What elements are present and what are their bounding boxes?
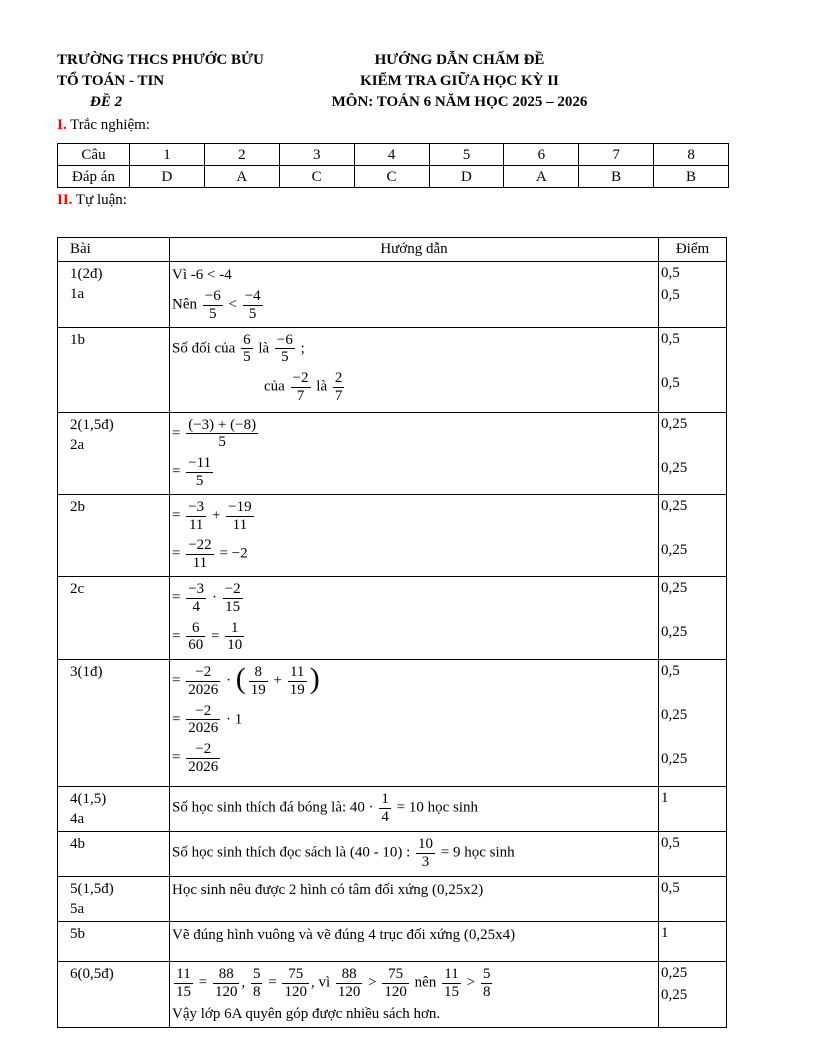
exercise-label: 4b (70, 835, 85, 852)
score-value (661, 518, 724, 540)
exam-code: ĐỀ 2 (90, 94, 123, 110)
mc-answer-table (57, 143, 729, 188)
cell-diem (659, 262, 727, 328)
score-value: 0,5 (661, 834, 680, 851)
cell-huongdan (170, 961, 659, 1027)
score-value: 0,5 (661, 330, 680, 347)
fraction-numerator: (−3) + (−8) (188, 416, 257, 433)
doc-header (57, 50, 736, 113)
cell-bai (58, 961, 170, 1027)
fraction (382, 966, 409, 1001)
section-2-title: Tự luận: (75, 192, 127, 208)
solution-text: Vậy lớp 6A quyên góp được nhiều sách hơn. (172, 1005, 441, 1022)
solution-text: = (172, 628, 185, 645)
solution-line (172, 619, 656, 656)
cell-diem (659, 921, 727, 961)
mc-answer-cell: C (279, 166, 354, 188)
fraction-numerator: 88 (336, 966, 363, 984)
mc-answer-row (58, 166, 729, 188)
fraction (186, 537, 213, 572)
exercise-label: 1b (70, 331, 85, 348)
section-1-numeral: I. (57, 117, 67, 133)
cell-bai (58, 576, 170, 659)
cell-bai (58, 876, 170, 921)
col-header-bai: Bài (58, 238, 170, 262)
solution-text: = (172, 711, 185, 728)
fraction-numerator: −3 (188, 498, 205, 515)
solution-text: = (172, 425, 185, 442)
fraction (223, 581, 243, 616)
solution-line (172, 740, 656, 777)
cell-huongdan (170, 786, 659, 831)
fraction (225, 620, 244, 655)
fraction-denominator: 60 (188, 637, 204, 654)
mc-question-cell: 6 (504, 144, 579, 166)
essay-header-row (58, 238, 727, 262)
fraction-denominator: 4 (192, 598, 200, 615)
exercise-label: 5b (70, 925, 85, 942)
solution-text: Số đối của (172, 340, 240, 357)
cell-diem (659, 327, 727, 412)
col-header-diem: Điểm (659, 238, 727, 262)
score-value: 0,5 (661, 265, 680, 281)
solution-text: Vì -6 < -4 (172, 267, 232, 283)
solution-text: Số học sinh thích đọc sách là (40 - 10) : (172, 844, 415, 861)
table-row (58, 412, 727, 494)
solution-text: < (224, 296, 241, 313)
score-value: 0,25 (661, 541, 688, 558)
fraction (333, 370, 345, 405)
solution-line (172, 331, 656, 368)
solution-line (172, 790, 656, 827)
fraction-numerator: −11 (188, 455, 212, 472)
exercise-label: 3(1đ) (70, 663, 103, 680)
exercise-label: 1(2đ) (70, 266, 103, 282)
mc-question-cell: 7 (579, 144, 654, 166)
score-value: 0,25 (661, 750, 688, 767)
fraction (226, 499, 253, 534)
fraction-numerator: 75 (382, 966, 409, 984)
fraction-numerator: 11 (442, 966, 461, 984)
mc-question-cell: 3 (279, 144, 354, 166)
fraction-numerator: 88 (213, 966, 240, 984)
cell-huongdan (170, 412, 659, 494)
exam-name: KIỂM TRA GIỮA HỌC KỲ II (360, 73, 559, 89)
fraction (203, 288, 223, 323)
score-value: 0,5 (661, 662, 680, 679)
subject-year: MÔN: TOÁN 6 NĂM HỌC 2025 – 2026 (331, 94, 588, 110)
solution-text: + (208, 507, 225, 524)
solution-line: = $\frac{-2}{2026}$ · ( $\frac{8}{19}$ + $\frac{11}{19}$ ) (172, 662, 320, 698)
cell-diem (659, 576, 727, 659)
fraction-denominator: 5 (243, 349, 251, 366)
fraction (243, 288, 263, 323)
fraction (379, 791, 391, 826)
fraction-denominator: 3 (421, 853, 430, 870)
cell-bai (58, 659, 170, 786)
score-value: 0,25 (661, 579, 688, 596)
cell-bai (58, 786, 170, 831)
score-value: 0,5 (661, 374, 680, 391)
mc-answer-cell: B (579, 166, 654, 188)
solution-line (172, 925, 656, 945)
solution-text: Số học sinh thích đá bóng là: 40 · (172, 799, 378, 816)
solution-text: > (463, 974, 479, 991)
essay-table (57, 237, 727, 1028)
mc-answer-cell: D (130, 166, 205, 188)
score-value: 1 (661, 789, 669, 806)
section-2-heading (57, 190, 736, 211)
table-row (58, 921, 727, 961)
fraction-denominator: 2026 (188, 758, 219, 775)
header-right-block (302, 50, 617, 113)
fraction-numerator: −4 (244, 288, 261, 304)
cell-bai (58, 921, 170, 961)
mc-answer-cell: A (204, 166, 279, 188)
cell-huongdan (170, 262, 659, 328)
score-value: 0,25 (661, 623, 688, 640)
fraction (186, 703, 220, 738)
fraction (291, 370, 311, 405)
solution-line (172, 835, 656, 872)
fraction-denominator: 5 (218, 434, 226, 451)
cell-diem (659, 876, 727, 921)
solution-text: = (172, 546, 185, 563)
cell-huongdan (170, 876, 659, 921)
fraction (241, 332, 253, 367)
fraction-numerator: 75 (282, 966, 309, 984)
fraction-numerator: 6 (186, 620, 205, 638)
exercise-label: 2a (70, 436, 85, 453)
fraction-numerator: 11 (288, 664, 307, 682)
fraction-denominator: 5 (208, 305, 217, 322)
cell-huongdan (170, 576, 659, 659)
solution-text: = (172, 507, 185, 524)
score-value: 1 (661, 924, 669, 941)
essay-table-body (58, 262, 727, 1028)
solution-text: Nên (172, 296, 201, 313)
fraction (174, 966, 193, 1001)
fraction-denominator: 5 (248, 305, 257, 322)
fraction-numerator: 1 (225, 620, 244, 638)
fraction (251, 966, 263, 1001)
cell-huongdan (170, 659, 659, 786)
solution-text: Học sinh nêu được 2 hình có tâm đối xứng (0,25x2) (172, 881, 484, 898)
cell-bai (58, 494, 170, 576)
fraction (186, 417, 258, 452)
solution-line (172, 580, 656, 617)
department-name: TỔ TOÁN - TIN (57, 73, 165, 89)
solution-line (172, 1004, 656, 1024)
table-row (58, 327, 727, 412)
solution-text: > (364, 974, 381, 991)
cell-bai (58, 412, 170, 494)
solution-line (172, 454, 656, 491)
fraction-numerator: 5 (252, 965, 261, 982)
fraction (336, 966, 363, 1001)
fraction-denominator: 11 (232, 516, 248, 533)
table-row (58, 831, 727, 876)
fraction-denominator: 2026 (188, 720, 219, 737)
cell-bai (58, 262, 170, 328)
mc-row-label: Đáp án (58, 166, 130, 188)
fraction (442, 966, 461, 1001)
header-left-block (57, 50, 302, 113)
section-1-title: Trắc nghiệm: (70, 117, 150, 133)
fraction-denominator: 120 (214, 983, 238, 1000)
table-row (58, 659, 727, 786)
fraction-numerator: 6 (243, 331, 251, 348)
score-value: 0,25 (661, 706, 688, 723)
fraction-numerator: 5 (482, 965, 491, 982)
fraction-denominator: 8 (252, 983, 261, 1000)
fraction (186, 499, 206, 534)
solution-line (172, 416, 656, 453)
mc-answer-cell: D (429, 166, 504, 188)
cell-huongdan (170, 921, 659, 961)
mc-answer-cell: B (654, 166, 729, 188)
fraction-denominator: 4 (381, 808, 389, 825)
score-value (661, 351, 724, 373)
solution-text: nên (410, 974, 440, 991)
cell-diem (659, 831, 727, 876)
mc-question-row (58, 144, 729, 166)
fraction-denominator: 8 (482, 983, 491, 1000)
solution-line (172, 702, 656, 739)
section-2-numeral: II. (57, 192, 73, 208)
fraction (186, 664, 220, 699)
mc-answer-cell: C (354, 166, 429, 188)
table-row (58, 494, 727, 576)
solution-line (172, 498, 656, 535)
mc-answer-cell: A (504, 166, 579, 188)
col-header-huongdan: Hướng dẫn (170, 238, 659, 262)
exercise-label: 4(1,5) (70, 790, 107, 807)
fraction-denominator: 5 (281, 349, 289, 366)
cell-bai (58, 327, 170, 412)
mc-question-cell: 4 (354, 144, 429, 166)
fraction-denominator: 15 (176, 983, 191, 1000)
fraction (288, 664, 307, 699)
solution-line (172, 965, 656, 1002)
solution-text: · (222, 672, 235, 689)
solution-text: = (195, 974, 211, 991)
solution-text: = (264, 974, 281, 991)
fraction-denominator: 7 (334, 387, 343, 404)
score-value: 0,25 (661, 415, 688, 432)
exercise-label: 2(1,5đ) (70, 416, 114, 433)
solution-line (172, 880, 656, 900)
fraction-denominator: 19 (289, 681, 305, 698)
fraction-numerator: −2 (186, 703, 220, 721)
solution-line (172, 369, 656, 406)
solution-text: = (172, 463, 185, 480)
fraction-denominator: 120 (384, 983, 407, 1000)
section-1-heading (57, 115, 736, 136)
cell-bai (58, 831, 170, 876)
fraction (249, 664, 268, 699)
solution-text: + (269, 672, 286, 689)
fraction-numerator: 2 (334, 370, 343, 387)
table-row (58, 876, 727, 921)
table-row (58, 262, 727, 328)
fraction-denominator: 10 (227, 637, 243, 654)
fraction-numerator: 11 (174, 966, 193, 984)
fraction-denominator: 120 (284, 983, 307, 1000)
solution-line (172, 536, 656, 573)
fraction-numerator: −2 (292, 370, 309, 387)
solution-text: = 9 học sinh (437, 844, 515, 861)
doc-title: HƯỚNG DẪN CHẤM ĐỀ (374, 52, 545, 68)
fraction-numerator: −6 (276, 331, 293, 348)
mc-question-cell: 8 (654, 144, 729, 166)
exercise-label: 2b (70, 498, 85, 515)
cell-diem (659, 494, 727, 576)
cell-huongdan (170, 327, 659, 412)
cell-diem (659, 412, 727, 494)
fraction-numerator: −2 (224, 580, 241, 597)
fraction-denominator: 19 (250, 681, 266, 698)
cell-diem (659, 659, 727, 786)
fraction (186, 581, 206, 616)
fraction (481, 966, 493, 1001)
score-value: 0,25 (661, 964, 688, 981)
cell-huongdan (170, 831, 659, 876)
table-row (58, 576, 727, 659)
fraction-denominator: 5 (195, 472, 204, 489)
score-value: 0,5 (661, 287, 680, 303)
solution-text: ; (296, 340, 305, 357)
fraction-numerator: 1 (381, 790, 389, 807)
solution-text: , (241, 974, 249, 991)
fraction-numerator: −3 (188, 580, 205, 597)
score-value (661, 727, 724, 749)
fraction-numerator: −2 (186, 664, 220, 682)
school-name: TRƯỜNG THCS PHƯỚC BỬU (57, 52, 264, 68)
fraction-numerator: −22 (188, 537, 212, 554)
solution-text: = (172, 749, 185, 766)
fraction (186, 620, 205, 655)
fraction-denominator: 15 (444, 983, 459, 1000)
solution-text: là (254, 340, 273, 357)
fraction (275, 332, 295, 367)
score-value (661, 600, 724, 622)
solution-text: = (172, 589, 185, 606)
score-value (661, 683, 724, 705)
solution-text: Vẽ đúng hình vuông và vẽ đúng 4 trục đối xứng (0,25x4) (172, 926, 516, 943)
mc-question-cell: 2 (204, 144, 279, 166)
score-value: 0,25 (661, 459, 688, 476)
fraction-numerator: 10 (418, 835, 434, 852)
mc-row-label: Câu (58, 144, 130, 166)
exercise-label: 1a (70, 286, 85, 302)
fraction (186, 455, 213, 490)
fraction-denominator: 2026 (188, 681, 219, 698)
exercise-label: 5(1,5đ) (70, 880, 114, 897)
fraction-numerator: 8 (249, 664, 268, 682)
exercise-label: 5a (70, 900, 85, 917)
solution-text: là (312, 378, 331, 395)
fraction (282, 966, 309, 1001)
fraction-numerator: −19 (228, 498, 252, 515)
solution-text: · 1 (222, 711, 243, 728)
solution-text: = (172, 672, 185, 689)
solution-line (172, 287, 656, 324)
solution-text: = (207, 628, 224, 645)
cell-diem (659, 961, 727, 1027)
fraction-denominator: 11 (188, 516, 204, 533)
fraction-denominator: 7 (296, 387, 305, 404)
fraction-denominator: 11 (192, 555, 208, 572)
mc-question-cell: 5 (429, 144, 504, 166)
fraction-denominator: 120 (337, 983, 361, 1000)
fraction (416, 836, 435, 871)
fraction (186, 741, 220, 776)
solution-text: , vì (310, 974, 334, 991)
solution-text: = −2 (215, 546, 248, 563)
exercise-label: 6(0,5đ) (70, 965, 114, 982)
table-row (58, 786, 727, 831)
fraction-denominator: 15 (225, 598, 241, 615)
exercise-label: 2c (70, 580, 85, 597)
solution-text: = 10 học sinh (392, 799, 479, 816)
solution-text: của (264, 378, 289, 395)
cell-diem (659, 786, 727, 831)
score-value: 0,25 (661, 497, 688, 514)
solution-text: · (208, 589, 221, 606)
score-value: 0,5 (661, 879, 680, 896)
score-value: 0,25 (661, 986, 688, 1003)
exercise-label: 4a (70, 810, 85, 827)
solution-line (172, 265, 656, 285)
fraction-numerator: −2 (186, 741, 220, 759)
score-value (661, 436, 724, 458)
fraction (213, 966, 240, 1001)
mc-question-cell: 1 (130, 144, 205, 166)
cell-huongdan (170, 494, 659, 576)
fraction-numerator: −6 (204, 288, 221, 304)
table-row (58, 961, 727, 1027)
